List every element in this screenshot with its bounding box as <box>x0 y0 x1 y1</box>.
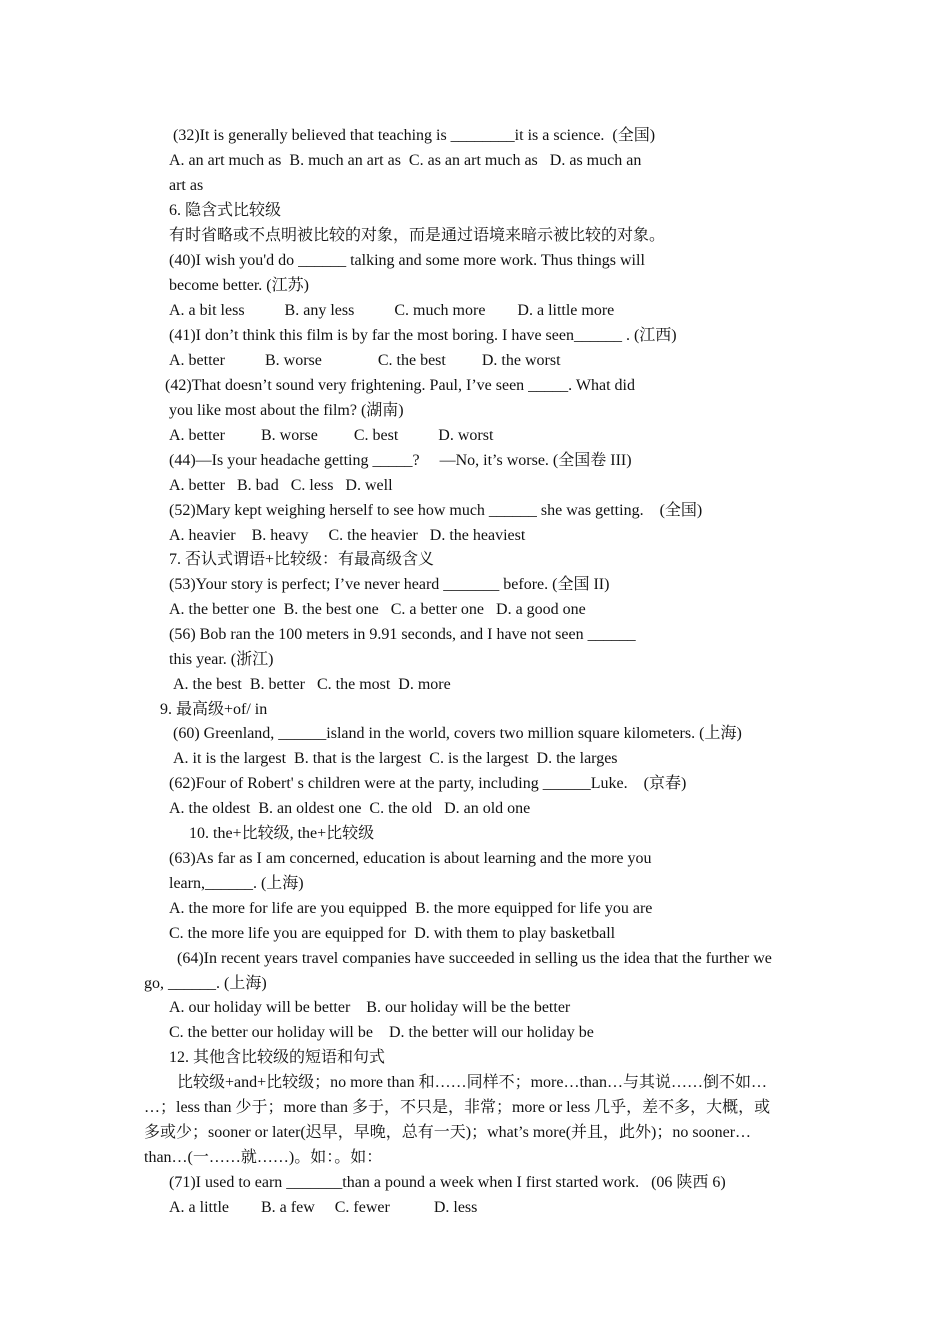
question-64-options-cd: C. the better our holiday will be D. the better will our holiday be <box>169 1024 594 1041</box>
question-63-options-cd: C. the more life you are equipped for D. with them to play basketball <box>169 925 616 942</box>
question-53: (53)Your story is perfect; I’ve never heard _______ before. (全国 II) <box>169 576 610 593</box>
question-60: (60) Greenland, ______island in the world, covers two million square kilometers. (上海) <box>173 725 742 742</box>
question-40-options: A. a bit less B. any less C. much more D. a little more <box>169 302 615 319</box>
question-44-options: A. better B. bad C. less D. well <box>169 477 393 494</box>
question-60-options: A. it is the largest B. that is the largest C. is the largest D. the larges <box>173 750 618 767</box>
question-64: (64)In recent years travel companies have succeeded in selling us the idea that the further we <box>177 950 772 967</box>
question-53-options: A. the better one B. the best one C. a better one D. a good one <box>169 601 586 618</box>
question-71-options: A. a little B. a few C. fewer D. less <box>169 1199 478 1216</box>
section-heading-6: 6. 隐含式比较级 <box>169 202 282 219</box>
question-64-cont: go, ______. (上海) <box>144 975 267 992</box>
question-40: (40)I wish you'd do ______ talking and some more work. Thus things will <box>169 252 645 269</box>
section-heading-7: 7. 否认式谓语+比较级：有最高级含义 <box>169 551 435 568</box>
question-44: (44)—Is your headache getting _____? —No, it’s worse. (全国卷 III) <box>169 452 632 469</box>
section-heading-9: 9. 最高级+of/ in <box>160 701 268 718</box>
question-42: (42)That doesn’t sound very frightening. Paul, I’ve seen _____. What did <box>165 377 635 394</box>
question-71: (71)I used to earn _______than a pound a week when I first started work. (06 陕西 6) <box>169 1174 726 1191</box>
section-12-phrases-3: 多或少；sooner or later(迟早，早晚，总有一天)；what’s more(并且，此外)；no sooner… <box>144 1124 752 1141</box>
question-64-options-ab: A. our holiday will be better B. our holiday will be the better <box>169 999 571 1016</box>
question-62: (62)Four of Robert' s children were at the party, including ______Luke. (京春) <box>169 775 687 792</box>
question-62-options: A. the oldest B. an oldest one C. the old D. an old one <box>169 800 531 817</box>
question-32-options: A. an art much as B. much an art as C. as an art much as D. as much an <box>169 152 642 169</box>
question-63-options-ab: A. the more for life are you equipped B. the more equipped for life you are <box>169 900 653 917</box>
section-heading-10: 10. the+比较级, the+比较级 <box>189 825 375 842</box>
section-heading-12: 12. 其他含比较级的短语和句式 <box>169 1049 386 1066</box>
question-63: (63)As far as I am concerned, education is about learning and the more you <box>169 850 652 867</box>
question-56-cont: this year. (浙江) <box>169 651 274 668</box>
question-41-options: A. better B. worse C. the best D. the worst <box>169 352 561 369</box>
question-42-options: A. better B. worse C. best D. worst <box>169 427 494 444</box>
question-40-cont: become better. (江苏) <box>169 277 309 294</box>
question-52: (52)Mary kept weighing herself to see how much ______ she was getting. (全国) <box>169 502 703 519</box>
question-56-options: A. the best B. better C. the most D. more <box>173 676 451 693</box>
question-41: (41)I don’t think this film is by far the most boring. I have seen______ . (江西) <box>169 327 677 344</box>
section-12-phrases-4: than…(一……就……)。如：。如： <box>144 1149 383 1166</box>
question-32-options-cont: art as <box>169 177 204 194</box>
question-52-options: A. heavier B. heavy C. the heavier D. the heaviest <box>169 527 526 544</box>
question-42-cont: you like most about the film? (湖南) <box>169 402 404 419</box>
section-12-phrases-1: 比较级+and+比较级；no more than 和……同样不；more…than…与其说……倒不如… <box>177 1074 767 1091</box>
question-63-cont: learn,______. (上海) <box>169 875 304 892</box>
question-56: (56) Bob ran the 100 meters in 9.91 seconds, and I have not seen ______ <box>169 626 636 643</box>
section-12-phrases-2: …；less than 少于；more than 多于，不只是，非常；more or less 几乎，差不多，大概，或 <box>144 1099 771 1116</box>
section-6-description: 有时省略或不点明被比较的对象，而是通过语境来暗示被比较的对象。 <box>169 227 666 244</box>
question-32: (32)It is generally believed that teaching is ________it is a science. (全国) <box>173 127 656 144</box>
